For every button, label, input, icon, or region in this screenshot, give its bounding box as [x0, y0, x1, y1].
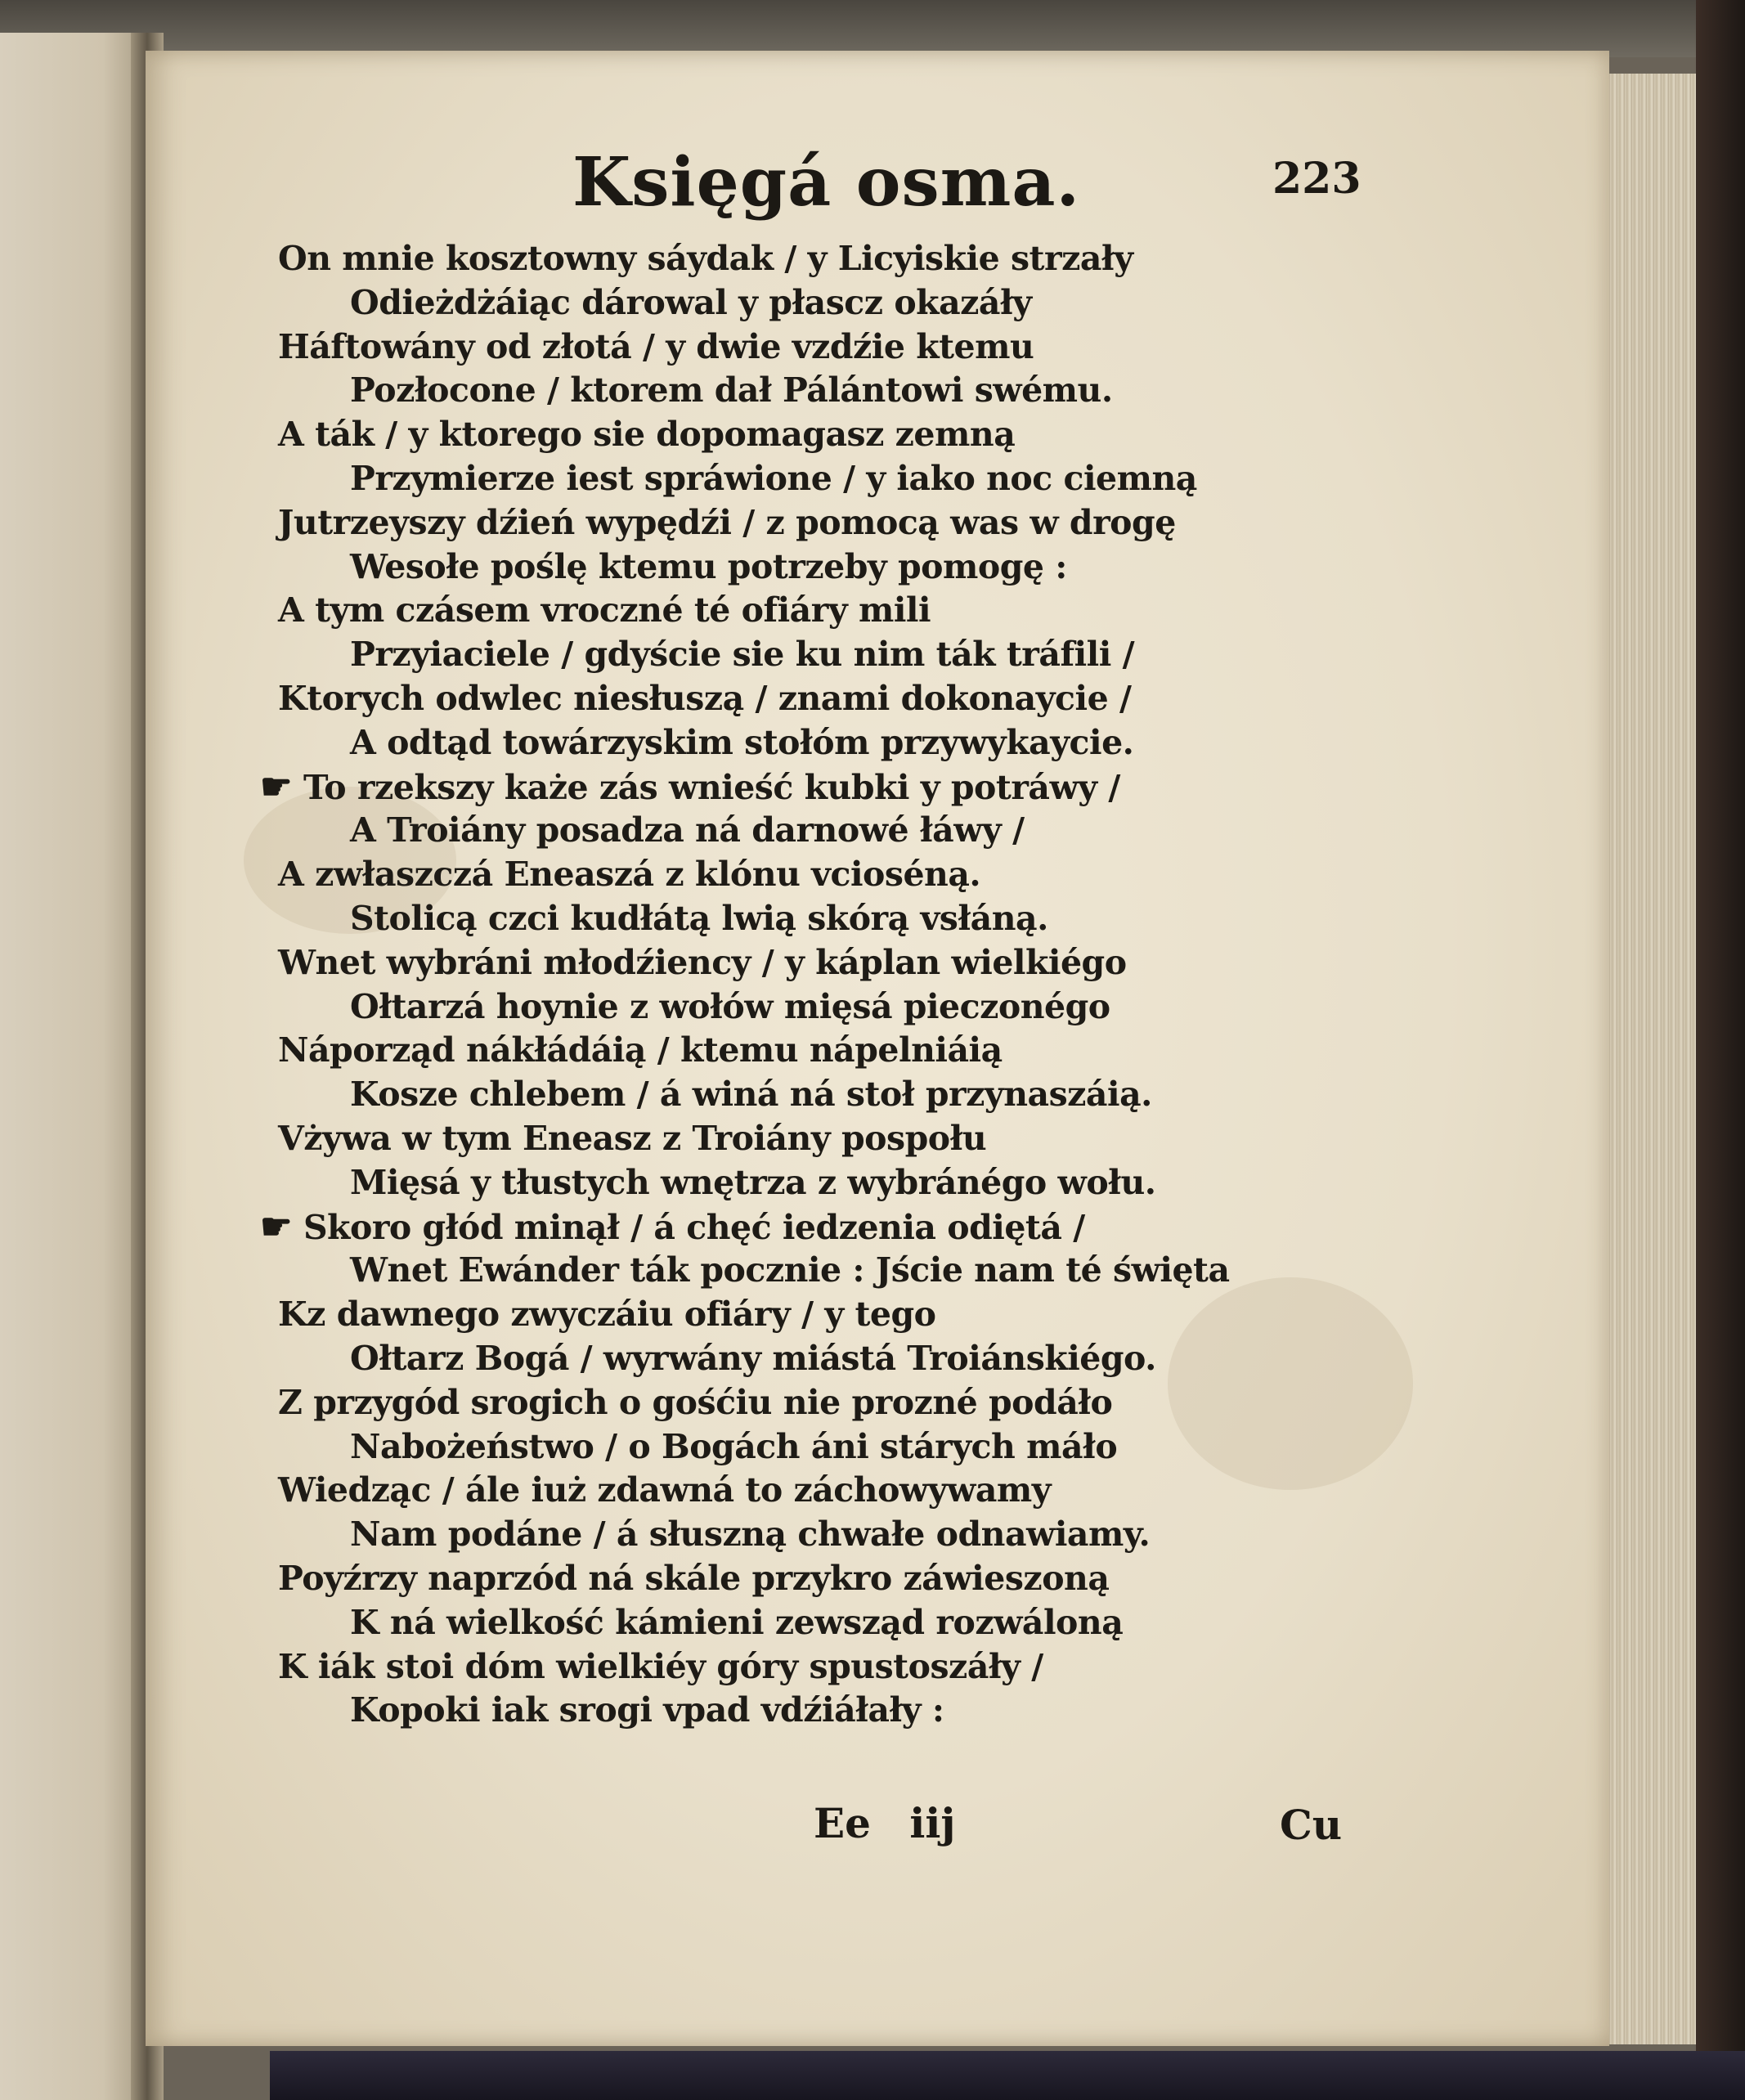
- verse-line: [278, 677, 1243, 721]
- verse-line: [278, 237, 1243, 281]
- verse-line: [278, 545, 1243, 590]
- verse-text: Ktorych odwlec niesłuszą / znami dokonaycie /: [278, 678, 1132, 718]
- verse-text: Ołtarz Bogá / wyrwány miástá Troiánskiégo.: [350, 1338, 1156, 1378]
- verse-line: [278, 1117, 1243, 1161]
- verse-text: A tym czásem vroczné té ofiáry mili: [278, 590, 931, 630]
- verse-line: [278, 1249, 1243, 1293]
- verse-text: Vżywa w tym Eneasz z Troiány pospołu: [278, 1118, 987, 1158]
- verse-text: Wnet wybráni młodźiency / y káplan wielkiégo: [278, 942, 1127, 982]
- verse-block: [260, 237, 1243, 1733]
- verse-text: Nabożeństwo / o Bogách áni stárych máło: [350, 1426, 1118, 1466]
- verse-text: Poyźrzy naprzód ná skále przykro záwieszoną: [278, 1558, 1110, 1598]
- backdrop-bottom: [270, 2051, 1745, 2100]
- verse-line: [278, 1425, 1243, 1470]
- verse-line: [278, 985, 1243, 1030]
- verse-line: [278, 589, 1243, 633]
- verse-text: Kz dawnego zwyczáiu ofiáry / y tego: [278, 1295, 936, 1335]
- verse-text: A Troiány posadza ná darnowé łáwy /: [350, 810, 1025, 850]
- verse-text: Przyiaciele / gdyście sie ku nim ták tráfili /: [350, 635, 1135, 675]
- verse-text: To rzekszy każe zás wnieść kubki y potráwy /: [303, 767, 1120, 807]
- verse-line: [260, 765, 1243, 810]
- verse-line: [278, 633, 1243, 677]
- verse-text: Wnet Ewánder ták pocznie : Jście nam té święta: [350, 1250, 1230, 1290]
- verse-text: Odieżdżáiąc dárowal y płascz okazáły: [350, 282, 1032, 322]
- verse-text: Ołtarzá hoynie z wołów mięsá pieczonégo: [350, 986, 1110, 1026]
- verse-text: A zwłaszczá Eneaszá z klónu vcioséną.: [278, 855, 981, 895]
- verse-text: Náporząd nákłádáią / ktemu nápelniáią: [278, 1030, 1003, 1070]
- verse-line: [278, 1557, 1243, 1601]
- page-stack-edge: [1603, 74, 1706, 2044]
- verse-text: Háftowány od złotá / y dwie vzdźie ktemu: [278, 326, 1034, 366]
- paragraph-mark-icon: ☛: [260, 1205, 292, 1248]
- verse-line: [278, 853, 1243, 897]
- verse-text: Pozłocone / ktorem dał Pálántowi swému.: [350, 370, 1113, 411]
- verse-text: A odtąd towárzyskim stołóm przywykaycie.: [350, 722, 1134, 762]
- verse-text: Przymierze iest spráwione / y iako noc ciemną: [350, 458, 1197, 498]
- verse-text: Nam podáne / á słuszną chwałe odnawiamy.: [350, 1514, 1151, 1555]
- folio-number: 223: [1272, 154, 1361, 204]
- verse-text: On mnie kosztowny sáydak / y Licyiskie strzały: [278, 239, 1133, 278]
- show-through-text: [1307, 296, 1568, 1850]
- verse-text: Kosze chlebem / á winá ná stoł przynaszáią.: [350, 1075, 1152, 1115]
- verse-text: Kopoki iak srogi vpad vdźiáłały :: [350, 1690, 944, 1730]
- verse-line: [278, 1381, 1243, 1425]
- signature-mark: Ee iij: [814, 1799, 956, 1847]
- verse-line: [278, 281, 1243, 325]
- verse-line: [278, 501, 1243, 545]
- verse-line: [278, 1337, 1243, 1381]
- verse-line: [278, 1689, 1243, 1733]
- verse-text: K iák stoi dóm wielkiéy góry spustoszáły /: [278, 1646, 1043, 1686]
- verse-line: [278, 897, 1243, 941]
- verse-text: Wiedząc / ále iuż zdawná to záchowywamy: [278, 1470, 1052, 1510]
- verse-line: [278, 721, 1243, 765]
- verse-text: Z przygód srogich o gośćiu nie prozné podáło: [278, 1382, 1113, 1422]
- backdrop-right: [1696, 0, 1745, 2100]
- verse-text: Stolicą czci kudłátą lwią skórą vsłáną.: [350, 898, 1048, 938]
- verse-line: [278, 1645, 1243, 1689]
- verse-line: [278, 941, 1243, 985]
- verse-line: [278, 1469, 1243, 1513]
- verse-line: [278, 809, 1243, 853]
- backdrop-top: [0, 0, 1745, 57]
- verse-line: [278, 1293, 1243, 1337]
- verse-line: [278, 1073, 1243, 1117]
- paragraph-mark-icon: ☛: [260, 765, 292, 808]
- verse-line: [260, 1205, 1243, 1250]
- facing-page-edge: [0, 33, 147, 2100]
- verse-line: [278, 325, 1243, 370]
- running-head: Księgá osma.: [572, 143, 1081, 222]
- verse-text: Wesołe poślę ktemu potrzeby pomogę :: [350, 546, 1067, 586]
- verse-line: [278, 457, 1243, 501]
- verse-line: [278, 369, 1243, 413]
- verse-line: [278, 413, 1243, 457]
- verse-line: [278, 1513, 1243, 1557]
- verse-text: K ná wielkość kámieni zewsząd rozwáloną: [350, 1602, 1124, 1642]
- verse-line: [278, 1601, 1243, 1645]
- verse-text: A ták / y ktorego sie dopomagasz zemną: [278, 415, 1016, 455]
- verse-text: Skoro głód minął / á chęć iedzenia odiętá /: [303, 1207, 1085, 1247]
- verse-text: Mięsá y tłustych wnętrza z wybránégo wołu.: [350, 1162, 1156, 1202]
- catchword: Cu: [1280, 1801, 1343, 1849]
- verse-text: Jutrzeyszy dźień wypędźi / z pomocą was w drogę: [278, 502, 1176, 542]
- verse-line: [278, 1029, 1243, 1073]
- verse-line: [278, 1161, 1243, 1205]
